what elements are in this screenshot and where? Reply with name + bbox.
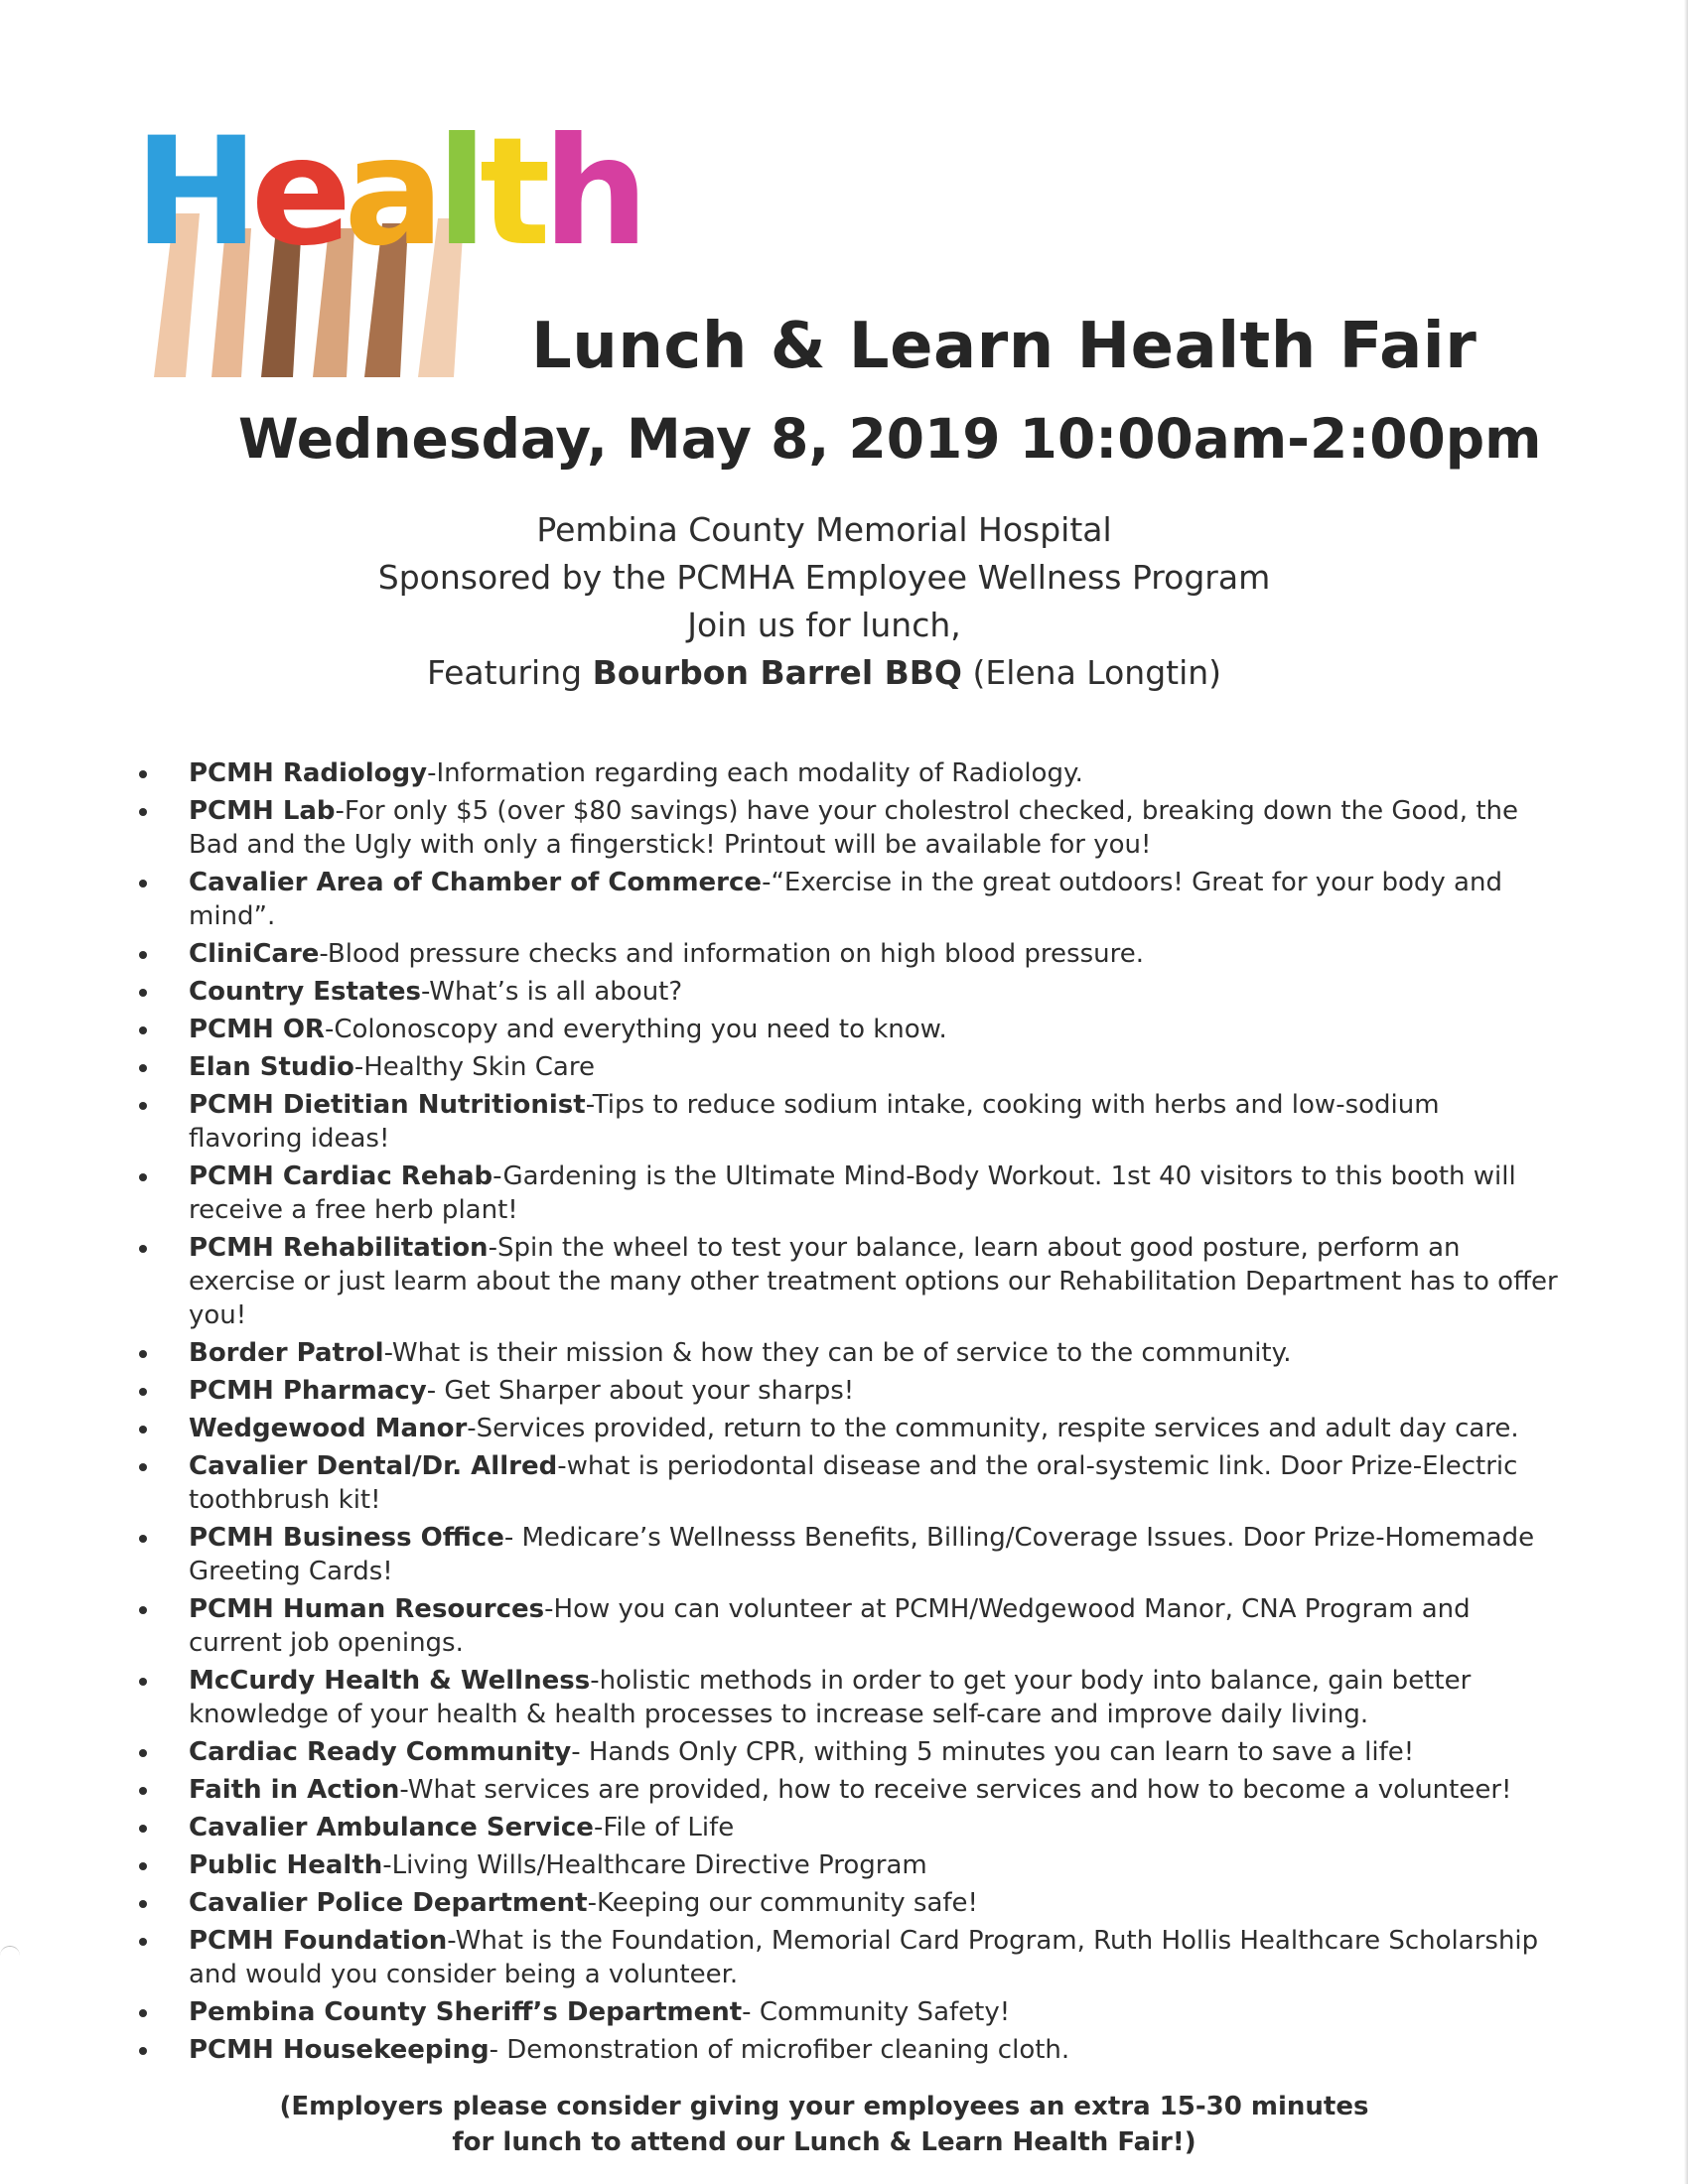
booth-name: Wedgewood Manor (189, 1414, 468, 1443)
booth-name: PCMH Rehabilitation (189, 1233, 489, 1263)
booth-description: -What services are provided, how to receive services and how to become a volunteer! (399, 1775, 1512, 1805)
booth-description: -Blood pressure checks and information on high blood pressure. (319, 939, 1144, 969)
logo-letter: H (134, 106, 251, 279)
logo-letter: a (344, 106, 437, 279)
sponsor-line: Sponsored by the PCMHA Employee Wellness Program (377, 558, 1271, 597)
booth-description: -How you can volunteer at PCMH/Wedgewood Manor, CNA Program and current job openings. (189, 1594, 1471, 1658)
bullet-icon (139, 1749, 147, 1757)
bullet-icon (139, 1900, 147, 1908)
booth-description: -Healthy Skin Care (353, 1052, 595, 1082)
booth-description: -For only $5 (over $80 savings) have your cholestrol checked, breaking down the Good, the Bad and the Ugly with only a fingerstick! Printout will be available for you! (189, 796, 1518, 860)
logo-letter: h (542, 106, 641, 279)
booth-item (139, 1050, 1559, 1084)
booth-item (139, 1848, 1559, 1882)
booth-item (139, 1013, 1559, 1046)
bullet-icon (139, 770, 147, 778)
booth-description: -Colonoscopy and everything you need to know. (324, 1015, 947, 1044)
health-logo-text (134, 106, 640, 279)
booth-description: -What is their mission & how they can be of service to the community. (383, 1338, 1292, 1368)
event-title: Lunch & Learn Health Fair (531, 310, 1477, 383)
featuring-suffix: (Elena Longtin) (961, 653, 1222, 692)
bullet-icon (139, 1064, 147, 1072)
bullet-icon (139, 1463, 147, 1471)
booth-name: Cavalier Area of Chamber of Commerce (189, 868, 763, 897)
employer-note-line-2: for lunch to attend our Lunch & Learn Health Fair!) (452, 2127, 1196, 2157)
booth-description: - Get Sharper about your sharps! (426, 1376, 855, 1406)
hospital-name: Pembina County Memorial Hospital (536, 510, 1112, 549)
booth-description: -Spin the wheel to test your balance, learn about good posture, perform an exercise or just learm about the many other treatment options our Rehabilitation Department has to offer you! (189, 1233, 1558, 1330)
booth-item (139, 866, 1559, 933)
booth-name: Cavalier Police Department (189, 1888, 588, 1918)
booth-name: PCMH Radiology (189, 758, 428, 788)
booth-name: PCMH Foundation (189, 1926, 448, 1956)
bullet-icon (139, 1426, 147, 1433)
booth-item (139, 1811, 1559, 1844)
booth-item (139, 1449, 1559, 1517)
booth-item (139, 2033, 1559, 2067)
bullet-icon (139, 1606, 147, 1614)
booth-item (139, 1886, 1559, 1920)
booth-name: Faith in Action (189, 1775, 400, 1805)
featuring-line (0, 649, 1648, 697)
booth-name: PCMH Cardiac Rehab (189, 1161, 493, 1191)
bullet-icon (139, 989, 147, 997)
bullet-icon (139, 808, 147, 816)
booth-description: -Living Wills/Healthcare Directive Program (382, 1850, 927, 1880)
logo-letter: t (479, 106, 543, 279)
booth-description: -File of Life (593, 1813, 735, 1843)
featuring-prefix: Featuring (426, 653, 593, 692)
booth-item (139, 1521, 1559, 1588)
booth-name: Pembina County Sheriff’s Department (189, 1997, 743, 2027)
booth-item (139, 975, 1559, 1009)
booth-item (139, 1088, 1559, 1156)
booth-description: -Gardening is the Ultimate Mind-Body Workout. 1st 40 visitors to this booth will receive a free herb plant! (189, 1161, 1516, 1225)
booth-name: PCMH Human Resources (189, 1594, 545, 1624)
bullet-icon (139, 1787, 147, 1795)
booth-item (139, 1664, 1559, 1731)
booth-name: PCMH Housekeeping (189, 2035, 490, 2065)
booth-description: - Demonstration of microfiber cleaning cloth. (489, 2035, 1070, 2065)
booth-item (139, 756, 1559, 790)
booth-name: Country Estates (189, 977, 421, 1007)
booth-name: Cavalier Dental/Dr. Allred (189, 1451, 558, 1481)
booth-name: PCMH Pharmacy (189, 1376, 427, 1406)
bullet-icon (139, 2047, 147, 2055)
bullet-icon (139, 1350, 147, 1358)
booth-item (139, 794, 1559, 862)
booth-name: PCMH OR (189, 1015, 325, 1044)
booth-name: Elan Studio (189, 1052, 354, 1082)
bullet-icon (139, 1825, 147, 1833)
page-edge (1684, 0, 1688, 2184)
booth-description: - Hands Only CPR, withing 5 minutes you can learn to save a life! (571, 1737, 1415, 1767)
booth-item (139, 1924, 1559, 1991)
booth-item (139, 1592, 1559, 1660)
bullet-icon (139, 1102, 147, 1110)
booth-description: - Medicare’s Wellnesss Benefits, Billing/Coverage Issues. Door Prize-Homemade Greeting Cards! (189, 1523, 1535, 1586)
bullet-icon (139, 1938, 147, 1946)
booth-description: -Tips to reduce sodium intake, cooking with herbs and low-sodium flavoring ideas! (189, 1090, 1440, 1154)
bullet-icon (139, 1678, 147, 1686)
booth-description: -What is the Foundation, Memorial Card Program, Ruth Hollis Healthcare Scholarship and would you consider being a volunteer. (189, 1926, 1539, 1989)
booth-item (139, 1995, 1559, 2029)
scan-artifact (0, 1946, 20, 1971)
logo-letter: l (436, 106, 480, 279)
booth-item (139, 1773, 1559, 1807)
booth-item (139, 1160, 1559, 1227)
booth-description: -holistic methods in order to get your body into balance, gain better knowledge of your health & health processes to increase self-care and improve daily living. (189, 1666, 1472, 1729)
bullet-icon (139, 1173, 147, 1181)
bullet-icon (139, 1026, 147, 1034)
bullet-icon (139, 880, 147, 887)
booth-description: -Keeping our community safe! (587, 1888, 978, 1918)
bullet-icon (139, 1388, 147, 1396)
bullet-icon (139, 1862, 147, 1870)
booth-description: - Community Safety! (742, 1997, 1011, 2027)
booth-description: -“Exercise in the great outdoors! Great for your body and mind”. (189, 868, 1502, 931)
booth-name: Cavalier Ambulance Service (189, 1813, 594, 1843)
employer-note (0, 2089, 1648, 2160)
booth-name: CliniCare (189, 939, 320, 969)
bullet-icon (139, 1535, 147, 1543)
booth-item (139, 1412, 1559, 1445)
lunch-invite: Join us for lunch, (687, 606, 961, 644)
booth-name: PCMH Lab (189, 796, 336, 826)
booth-description: -Information regarding each modality of Radiology. (427, 758, 1083, 788)
bullet-icon (139, 951, 147, 959)
booth-name: McCurdy Health & Wellness (189, 1666, 591, 1696)
health-hands-logo (134, 106, 641, 377)
booth-description: -what is periodontal disease and the oral-systemic link. Door Prize-Electric toothbrush kit! (189, 1451, 1518, 1515)
booth-name: Border Patrol (189, 1338, 384, 1368)
caterer-name: Bourbon Barrel BBQ (592, 653, 962, 692)
booth-item (139, 1231, 1559, 1332)
booth-item (139, 937, 1559, 971)
booth-item (139, 1336, 1559, 1370)
employer-note-line-1: (Employers please consider giving your employees an extra 15-30 minutes (279, 2092, 1369, 2121)
event-datetime: Wednesday, May 8, 2019 10:00am-2:00pm (238, 407, 1542, 471)
booth-name: PCMH Business Office (189, 1523, 504, 1553)
booth-description: -Services provided, return to the community, respite services and adult day care. (467, 1414, 1519, 1443)
booth-name: Public Health (189, 1850, 383, 1880)
booth-description: -What’s is all about? (420, 977, 683, 1007)
bullet-icon (139, 1245, 147, 1253)
booth-name: Cardiac Ready Community (189, 1737, 572, 1767)
booth-item (139, 1374, 1559, 1408)
booth-name: PCMH Dietitian Nutritionist (189, 1090, 586, 1120)
logo-letter: e (250, 106, 345, 279)
booth-list (139, 756, 1559, 2071)
booth-item (139, 1735, 1559, 1769)
bullet-icon (139, 2009, 147, 2017)
event-intro (0, 506, 1648, 697)
